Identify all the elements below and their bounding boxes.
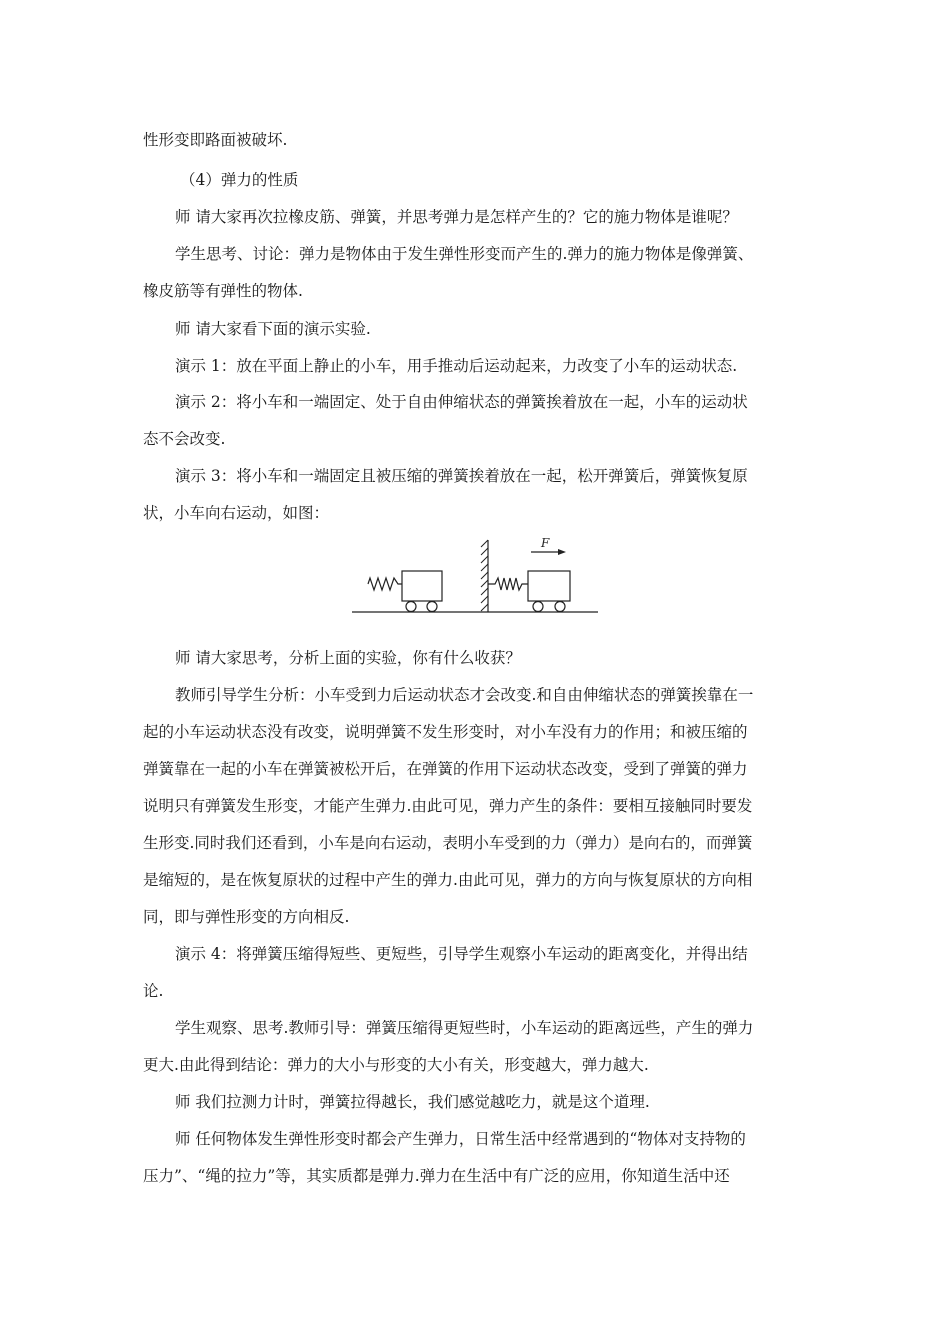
- right-cart: [528, 571, 570, 601]
- force-arrow-head: [558, 549, 566, 555]
- text-line: 学生思考、讨论：弹力是物体由于发生弹性形变而产生的.弹力的施力物体是像弹簧、: [175, 245, 754, 263]
- left-cart-wheel: [427, 602, 437, 612]
- text-line: 师 请大家看下面的演示实验.: [175, 320, 371, 338]
- text-line: 弹簧靠在一起的小车在弹簧被松开后，在弹簧的作用下运动状态改变，受到了弹簧的弹力: [143, 760, 748, 778]
- text-line: 说明只有弹簧发生形变，才能产生弹力.由此可见，弹力产生的条件：要相互接触同时要发: [143, 797, 753, 815]
- text-line: 学生观察、思考.教师引导：弹簧压缩得更短些时，小车运动的距离远些，产生的弹力: [175, 1019, 754, 1037]
- text-line: 态不会改变.: [143, 430, 226, 448]
- text-line: 演示 2：将小车和一端固定、处于自由伸缩状态的弹簧挨着放在一起，小车的运动状: [175, 393, 748, 411]
- right-spring: [488, 578, 528, 590]
- spring-cart-figure: [350, 538, 600, 618]
- text-line: 师 请大家思考，分析上面的实验，你有什么收获？: [175, 649, 521, 667]
- text-line: 演示 4：将弹簧压缩得短些、更短些，引导学生观察小车运动的距离变化，并得出结: [175, 945, 748, 963]
- text-line: 状，小车向右运动，如图：: [143, 504, 330, 522]
- left-cart-wheel: [406, 602, 416, 612]
- text-line: 师 我们拉测力计时，弹簧拉得越长，我们感觉越吃力，就是这个道理.: [175, 1093, 650, 1111]
- text-line: 压力”、“绳的拉力”等，其实质都是弹力.弹力在生活中有广泛的应用，你知道生活中还: [143, 1167, 730, 1185]
- section-heading: （4）弹力的性质: [180, 171, 299, 189]
- text-line: 是缩短的，是在恢复原状的过程中产生的弹力.由此可见，弹力的方向与恢复原状的方向相: [143, 871, 753, 889]
- text-line: 同，即与弹性形变的方向相反.: [143, 908, 350, 926]
- text-line: 生形变.同时我们还看到，小车是向右运动，表明小车受到的力（弹力）是向右的，而弹簧: [143, 834, 753, 852]
- text-line: 师 任何物体发生弹性形变时都会产生弹力，日常生活中经常遇到的“物体对支持物的: [175, 1130, 746, 1148]
- text-line: 起的小车运动状态没有改变，说明弹簧不发生形变时，对小车没有力的作用；和被压缩的: [143, 723, 748, 741]
- text-line: 演示 1：放在平面上静止的小车，用手推动后运动起来，力改变了小车的运动状态.: [175, 357, 738, 375]
- left-spring: [368, 578, 402, 590]
- text-line: 性形变即路面被破坏.: [143, 131, 288, 149]
- force-label: F: [541, 538, 550, 550]
- text-line: 橡皮筋等有弹性的物体.: [143, 282, 303, 300]
- text-line: 更大.由此得到结论：弹力的大小与形变的大小有关，形变越大，弹力越大.: [143, 1056, 649, 1074]
- text-line: 师 请大家再次拉橡皮筋、弹簧，并思考弹力是怎样产生的？它的施力物体是谁呢？: [175, 208, 738, 226]
- left-cart: [402, 571, 442, 601]
- wall-hatching: [481, 540, 488, 611]
- right-cart-wheel: [533, 602, 543, 612]
- right-cart-wheel: [555, 602, 565, 612]
- text-line: 教师引导学生分析：小车受到力后运动状态才会改变.和自由伸缩状态的弹簧挨靠在一: [175, 686, 754, 704]
- text-line: 论.: [143, 982, 164, 1000]
- text-line: 演示 3：将小车和一端固定且被压缩的弹簧挨着放在一起，松开弹簧后，弹簧恢复原: [175, 467, 748, 485]
